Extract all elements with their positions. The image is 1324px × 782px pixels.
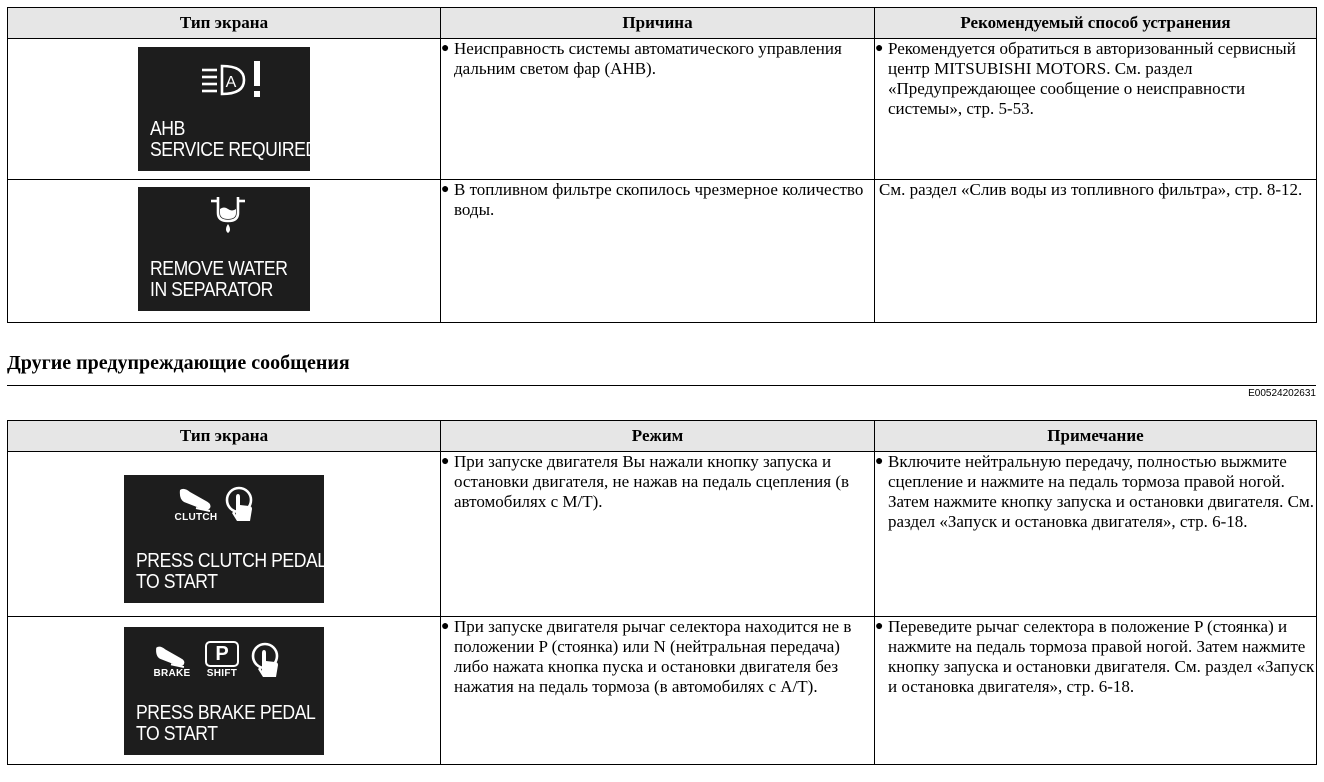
- table-row: [8, 39, 1317, 180]
- bullet-icon: ●: [875, 41, 884, 56]
- table-row: [8, 452, 1317, 617]
- cause-text: Неисправность системы автоматического управления дальним светом фар (AHB).: [454, 39, 842, 78]
- engine-start-button-icon: [250, 641, 284, 679]
- screen-cell: [8, 617, 441, 765]
- note-text: Включите нейтральную передачу, полностью выжмите сцепление и нажмите на педаль тормоза правой ногой. Затем нажмите кнопку запуска и остановки двигателя. См. раздел «Запуск и остановка двигателя», стр. 6-18.: [888, 452, 1314, 531]
- screen-cell: [8, 452, 441, 617]
- svg-text:A: A: [225, 74, 237, 91]
- remedy-text: См. раздел «Слив воды из топливного фильтра», стр. 8-12.: [879, 180, 1303, 199]
- bullet-icon: ●: [441, 182, 450, 197]
- bullet-icon: ●: [441, 619, 450, 634]
- note-cell: [875, 617, 1317, 765]
- note-cell: [875, 452, 1317, 617]
- engine-start-button-icon: [224, 485, 258, 523]
- fuel-filter-water-icon: [210, 193, 246, 237]
- screen-message-line1: AHB: [150, 118, 185, 140]
- auto-high-beam-warning-icon: [198, 59, 268, 99]
- screen-message-line2: TO START: [136, 723, 218, 745]
- screen-message-line1: PRESS CLUTCH PEDAL: [136, 550, 327, 572]
- column-header-mode: Режим: [441, 421, 875, 452]
- screen-message-line2: TO START: [136, 571, 218, 593]
- column-header-cause: Причина: [441, 8, 875, 39]
- screen-message-line1: PRESS BRAKE PEDAL: [136, 702, 316, 724]
- column-header-remedy: Рекомендуемый способ устранения: [875, 8, 1317, 39]
- display-screen-clutch: [124, 475, 327, 603]
- bullet-icon: ●: [441, 454, 450, 469]
- pedal-label: CLUTCH: [174, 512, 218, 523]
- table-row: [8, 180, 1317, 323]
- column-header-screen-type: Тип экрана: [8, 421, 441, 452]
- screen-message-line2: IN SEPARATOR: [150, 279, 273, 301]
- warning-table-2: [7, 420, 1317, 765]
- shift-label: SHIFT: [206, 668, 238, 679]
- shift-letter: P: [215, 643, 229, 665]
- section-title: Другие предупреждающие сообщения: [7, 352, 350, 374]
- screen-cell: [8, 39, 441, 180]
- cause-cell: [441, 180, 875, 323]
- column-header-note: Примечание: [875, 421, 1317, 452]
- warning-table-1: [7, 7, 1317, 323]
- display-screen-ahb: [138, 47, 318, 171]
- display-screen-water-separator: [138, 187, 310, 311]
- bullet-icon: ●: [875, 619, 884, 634]
- cause-text: В топливном фильтре скопилось чрезмерное количество воды.: [454, 180, 864, 219]
- display-screen-brake: [124, 627, 324, 755]
- cause-cell: [441, 39, 875, 180]
- bullet-icon: ●: [441, 41, 450, 56]
- screen-message-line1: REMOVE WATER: [150, 258, 288, 280]
- pedal-label: BRAKE: [153, 668, 191, 679]
- table-row: [8, 617, 1317, 765]
- foot-press-icon: [152, 644, 190, 668]
- section-code: E00524202631: [1248, 388, 1316, 399]
- remedy-cell: [875, 39, 1317, 180]
- mode-text: При запуске двигателя Вы нажали кнопку запуска и остановки двигателя, не нажав на педаль сцепления (в автомобилях с M/T).: [454, 452, 850, 511]
- mode-cell: [441, 617, 875, 765]
- mode-text: При запуске двигателя рычаг селектора находится не в положении P (стоянка) или N (нейтральная передача) либо нажата кнопка пуска и остановки двигателя без нажатия на педаль тормоза (в автомобилях с A/T).: [454, 617, 852, 696]
- remedy-text: Рекомендуется обратиться в авторизованный сервисный центр MITSUBISHI MOTORS. См. раздел «Предупреждающее сообщение о неисправности системы», стр. 5-53.: [888, 39, 1296, 118]
- screen-message-line2: SERVICE REQUIRED: [150, 139, 318, 161]
- section-divider: [7, 385, 1316, 386]
- shift-p-icon: [205, 641, 239, 667]
- mode-cell: [441, 452, 875, 617]
- column-header-screen-type: Тип экрана: [8, 8, 441, 39]
- screen-cell: [8, 180, 441, 323]
- foot-press-icon: [176, 486, 216, 512]
- remedy-cell: [875, 180, 1317, 323]
- bullet-icon: ●: [875, 454, 884, 469]
- note-text: Переведите рычаг селектора в положение P (стоянка) и нажмите на педаль тормоза правой ногой. Затем нажмите кнопку запуска и остановки двигателя. См. раздел «Запуск и остановка двигателя», стр. 6-18.: [888, 617, 1315, 696]
